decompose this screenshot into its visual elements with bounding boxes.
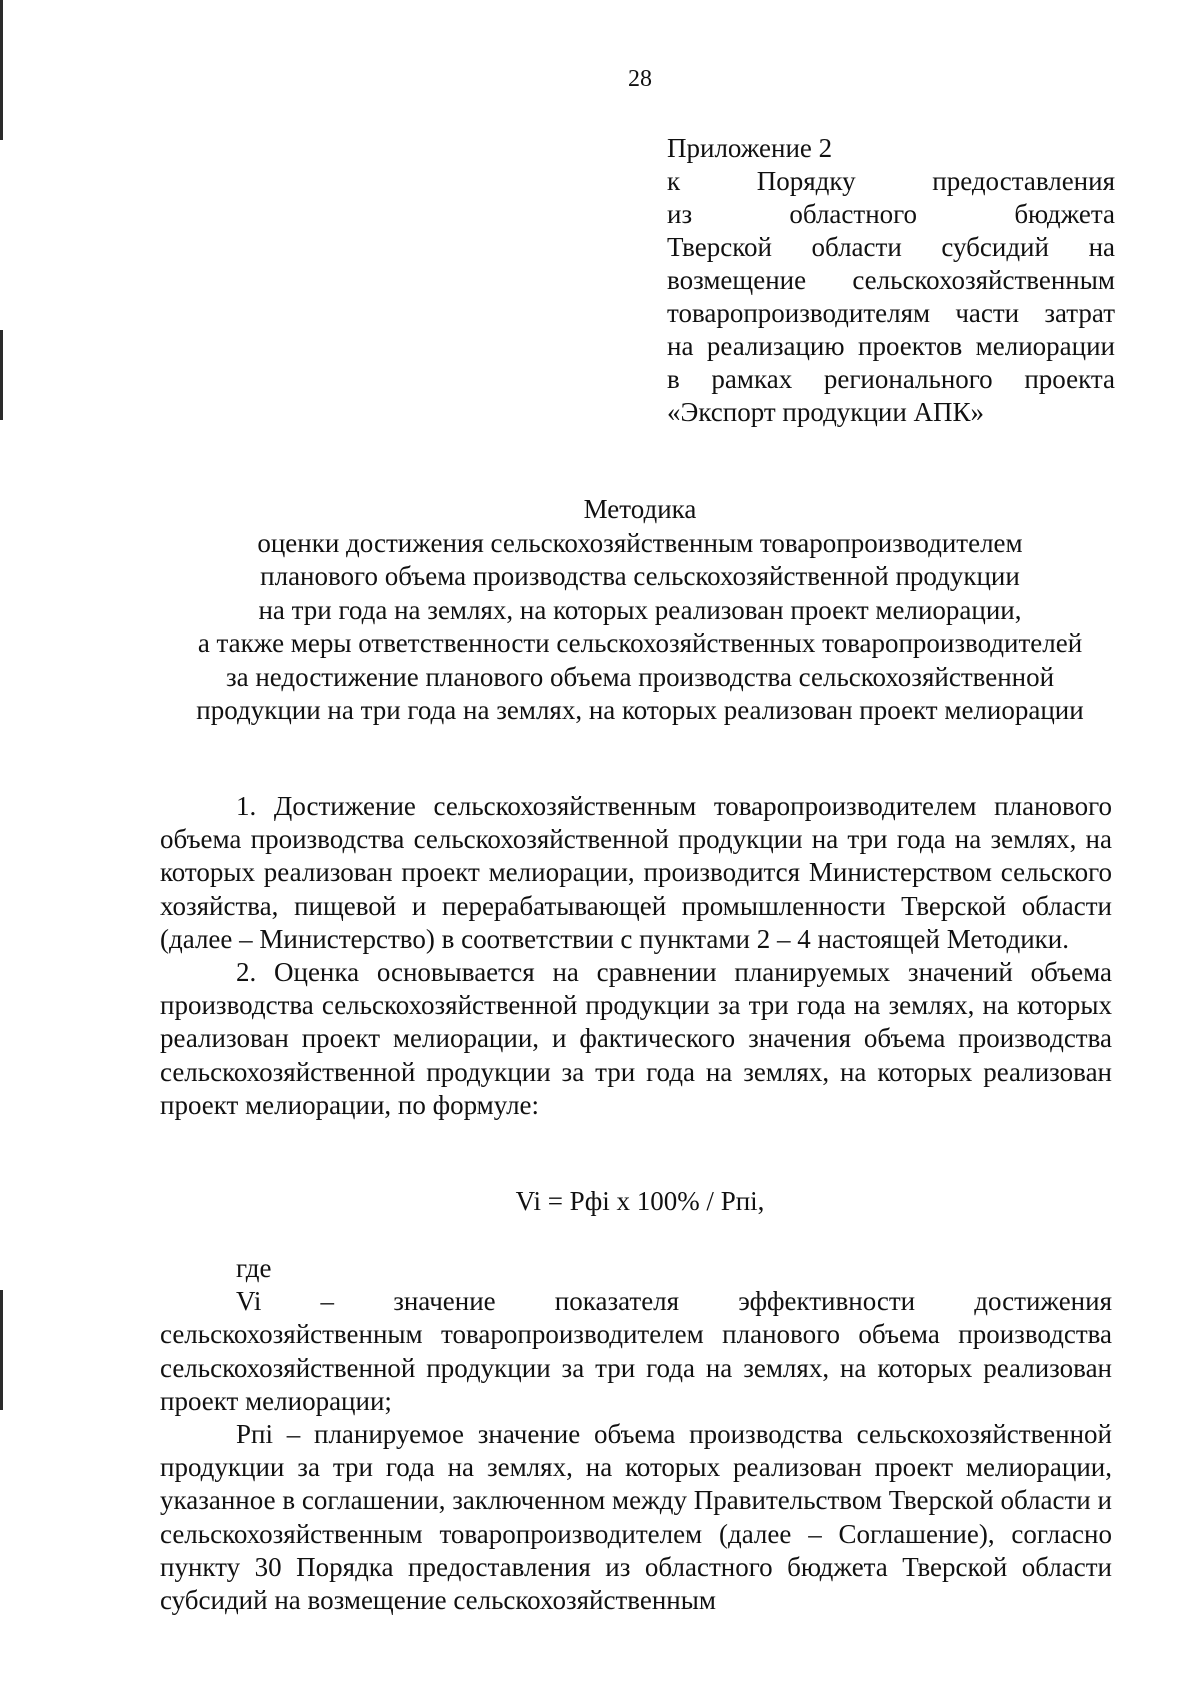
appendix-title: Приложение 2 <box>667 133 833 163</box>
appendix-line: Тверской области субсидий на <box>667 232 1115 262</box>
appendix-line: к Порядку предоставления <box>667 166 1115 196</box>
method-subtitle-line: за недостижение планового объема производства сельскохозяйственной <box>225 661 1055 692</box>
appendix-line: на реализацию проектов мелиорации <box>667 331 1115 361</box>
method-heading: Методика <box>583 494 697 524</box>
method-title-block <box>150 493 1130 728</box>
method-subtitle-line: на три года на землях, на которых реализован проект мелиорации, <box>258 594 1022 625</box>
appendix-line: из областного бюджета <box>667 199 1115 229</box>
appendix-line: товаропроизводителям части затрат <box>667 298 1115 328</box>
paragraph: 1. Достижение сельскохозяйственным товаропроизводителем планового объема производства сельскохозяйственной продукции на три года на землях, на которых реализован проект мелиорации, производится Министерством сельского хозяйства, пищевой и перерабатывающей промышленности Тверской области (далее – Министерство) в соответствии с пунктами 2 – 4 настоящей Методики. <box>160 791 1112 954</box>
method-subtitle-line: а также меры ответственности сельскохозяйственных товаропроизводителей <box>197 628 1083 658</box>
definition: Vi – значение показателя эффективности достижения сельскохозяйственным товаропроизводителем планового объема производства сельскохозяйственной продукции за три года на землях, на которых реализован проект мелиорации; <box>160 1286 1112 1416</box>
appendix-header <box>667 132 1115 429</box>
appendix-line: «Экспорт продукции АПК» <box>667 397 985 427</box>
scan-edge-mark-bottom <box>0 1290 3 1410</box>
appendix-line: возмещение сельскохозяйственным <box>667 265 1115 295</box>
definition: Pпi – планируемое значение объема производства сельскохозяйственной продукции за три года на землях, на которых реализован проект мелиорации, указанное в соглашении, заключенном между Правительством Тверской области и сельскохозяйственным товаропроизводителем (далее – Соглашение), согласно пункту 30 Порядка предоставления из областного бюджета Тверской области субсидий на возмещение сельскохозяйственным <box>160 1419 1112 1616</box>
body-text <box>160 790 1112 1122</box>
method-subtitle-line: продукции на три года на землях, на которых реализован проект мелиорации <box>196 695 1084 725</box>
where-label: где <box>236 1253 272 1283</box>
definitions <box>160 1252 1112 1617</box>
formula: Vi = Pфi x 100% / Pпi, <box>515 1186 765 1216</box>
scan-edge-mark-middle <box>0 330 3 420</box>
method-subtitle-line: оценки достижения сельскохозяйственным товаропроизводителем <box>257 527 1023 558</box>
method-subtitle-line: планового объема производства сельскохозяйственной продукции <box>260 561 1020 591</box>
paragraph: 2. Оценка основывается на сравнении планируемых значений объема производства сельскохозяйственной продукции за три года на землях, на которых реализован проект мелиорации, и фактического значения объема производства сельскохозяйственной продукции за три года на землях, на которых реализован проект мелиорации, по формуле: <box>160 957 1112 1120</box>
page-number: 28 <box>628 66 652 92</box>
appendix-line: в рамках регионального проекта <box>667 364 1115 394</box>
